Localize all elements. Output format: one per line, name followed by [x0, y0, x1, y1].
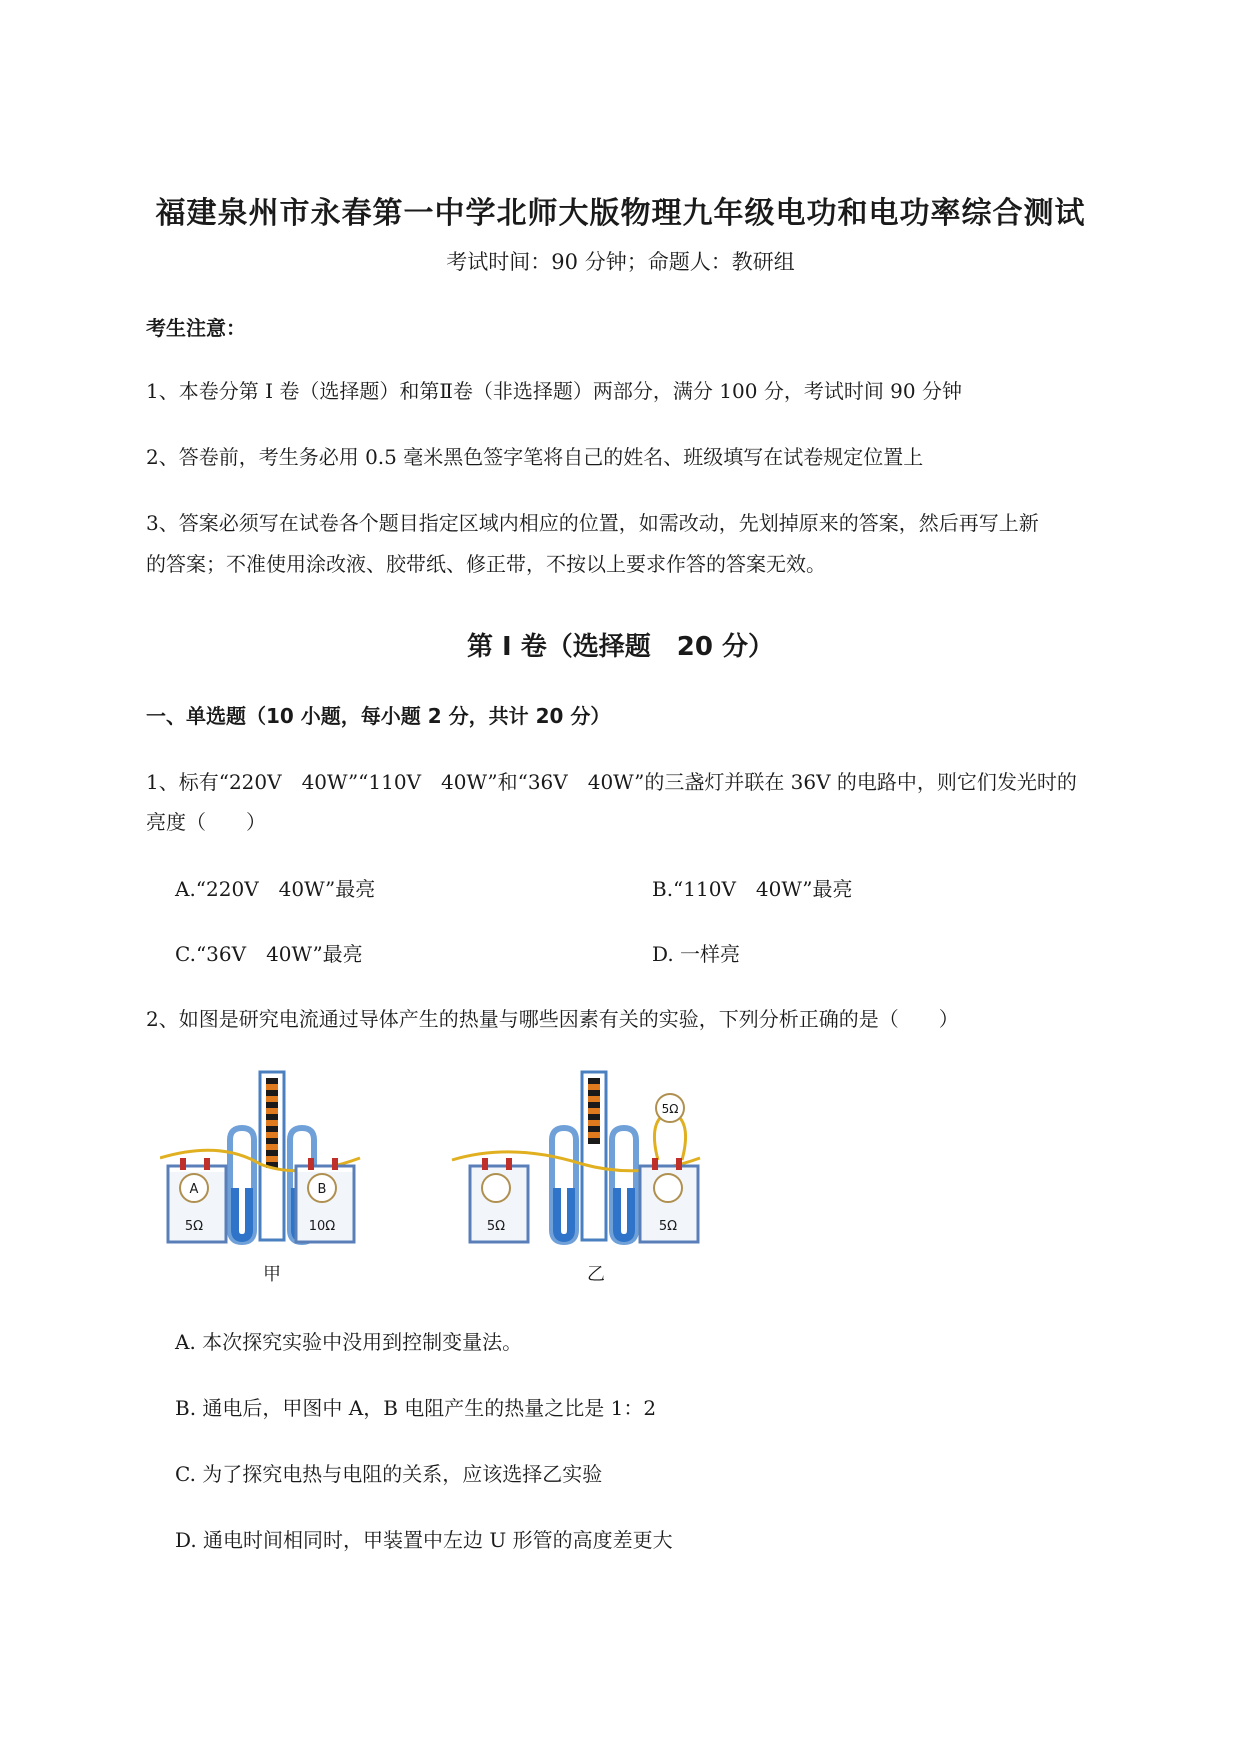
notice-item: 2、答卷前，考生务必用 0.5 毫米黑色签字笔将自己的姓名、班级填写在试卷规定位置上 — [146, 445, 924, 469]
resistor-b-label: B — [317, 1182, 327, 1197]
question-2-option-d[interactable]: D. 通电时间相同时，甲装置中左边 U 形管的高度差更大 — [175, 1528, 673, 1552]
question-1-option-d[interactable]: D. 一样亮 — [652, 942, 741, 966]
resistor-b-value: 10Ω — [308, 1219, 336, 1234]
question-2-option-c[interactable]: C. 为了探究电热与电阻的关系，应该选择乙实验 — [175, 1462, 603, 1486]
question-1-stem: 1、标有“220V 40W”“110V 40W”和“36V 40W”的三盏灯并联在 36V 的电路中，则它们发光时的 — [146, 770, 1077, 794]
notice-item: 3、答案必须写在试卷各个题目指定区域内相应的位置，如需改动，先划掉原来的答案，然后再写上新 — [146, 511, 1039, 535]
right-container-resistor-value: 5Ω — [658, 1219, 678, 1234]
section-title: 第 I 卷（选择题 20 分） — [466, 632, 774, 662]
experiment-left-apparatus — [160, 1072, 360, 1285]
experiment-right-apparatus — [452, 1072, 700, 1285]
question-1-option-b[interactable]: B.“110V 40W”最亮 — [652, 877, 853, 901]
resistor-a-label: A — [189, 1182, 199, 1197]
question-group-heading: 一、单选题（10 小题，每小题 2 分，共计 20 分） — [146, 704, 611, 728]
notice-item: 1、本卷分第 I 卷（选择题）和第Ⅱ卷（非选择题）两部分，满分 100 分，考试时间 90 分钟 — [146, 379, 962, 403]
left-container-resistor-value: 5Ω — [486, 1219, 506, 1234]
exam-subtitle: 考试时间：90 分钟；命题人：教研组 — [446, 250, 795, 274]
question-1-option-c[interactable]: C.“36V 40W”最亮 — [175, 942, 363, 966]
experiment-figure — [160, 1060, 720, 1290]
resistor-a-value: 5Ω — [184, 1219, 204, 1234]
page-title: 福建泉州市永春第一中学北师大版物理九年级电功和电功率综合测试 — [155, 196, 1086, 231]
figure-caption-left: 甲 — [263, 1264, 281, 1285]
question-1-option-a[interactable]: A.“220V 40W”最亮 — [175, 877, 376, 901]
notice-item-continued: 的答案；不准使用涂改液、胶带纸、修正带，不按以上要求作答的答案无效。 — [146, 552, 826, 576]
figure-caption-right: 乙 — [587, 1264, 605, 1285]
top-resistor-value: 5Ω — [661, 1102, 679, 1116]
question-1-stem-continued: 亮度（ ） — [146, 810, 266, 834]
notice-heading: 考生注意： — [146, 316, 246, 340]
question-2-stem: 2、如图是研究电流通过导体产生的热量与哪些因素有关的实验，下列分析正确的是（ ） — [146, 1007, 959, 1031]
question-2-option-b[interactable]: B. 通电后，甲图中 A，B 电阻产生的热量之比是 1：2 — [175, 1396, 657, 1420]
question-2-option-a[interactable]: A. 本次探究实验中没用到控制变量法。 — [175, 1330, 523, 1354]
